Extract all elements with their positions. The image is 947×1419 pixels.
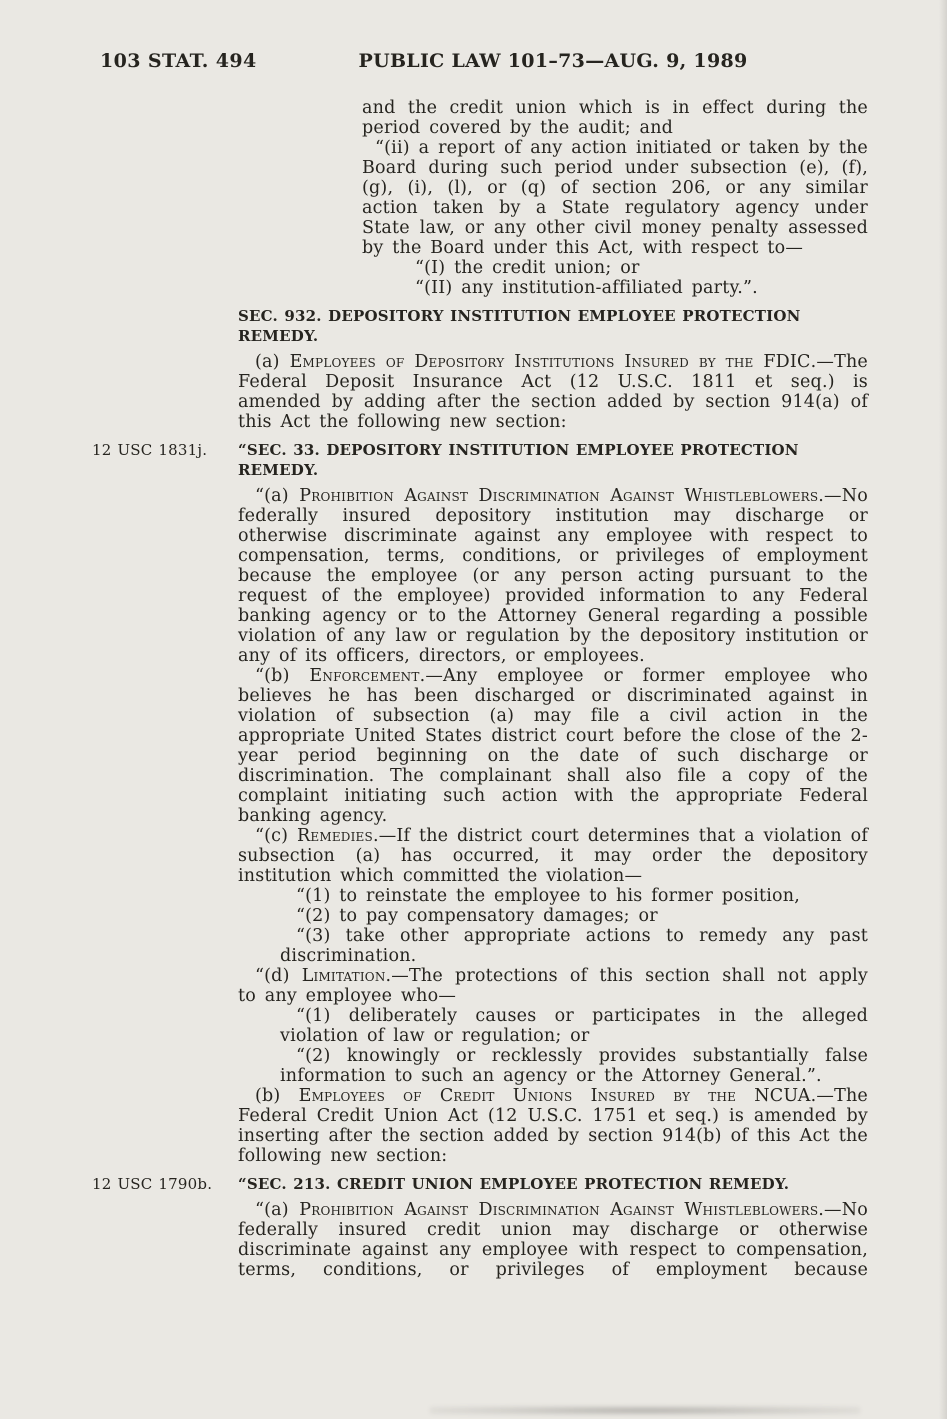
paragraph (238, 258, 868, 278)
text-run: “(d) (255, 966, 302, 986)
paragraph (238, 1046, 868, 1086)
paragraph (238, 966, 868, 1006)
section-heading (92, 1174, 868, 1194)
paragraph (238, 826, 868, 886)
text-run: “(a) (255, 1200, 300, 1220)
text-run: Prohibition Against Discrimination Against Whistleblowers (299, 1200, 819, 1220)
text-run: “(1) deliberately causes or participates in the alleged violation of law or regulation; or (280, 1006, 868, 1046)
margin-note: 12 USC 1790b. (92, 1175, 213, 1193)
text-run: .—The Federal Deposit Insurance Act (12 U.S.C. 1811 et seq.) is amended by adding after the section added by section 914(a) of this Act the following new section: (238, 352, 868, 432)
margin-note: 12 USC 1831j. (92, 441, 208, 459)
paragraph (238, 666, 868, 826)
text-run: .—No federally insured credit union may discharge or otherwise discriminate against any employee with respect to compensation, terms, conditions, or privileges of employment because (238, 1200, 868, 1280)
text-run: “(3) take other appropriate actions to remedy any past discrimination. (280, 926, 868, 966)
paragraph (238, 906, 868, 926)
text-column (92, 98, 869, 1280)
text-run: (a) (255, 352, 290, 372)
paragraph (238, 138, 868, 258)
text-run: “(2) knowingly or recklessly provides substantially false information to such an agency or the Attorney General.”. (280, 1046, 868, 1086)
paragraph (238, 1086, 868, 1166)
text-run: “SEC. 213. CREDIT UNION EMPLOYEE PROTECTION REMEDY. (238, 1175, 790, 1193)
text-run: Employees of Depository Institutions Insured by the FDIC (289, 352, 811, 372)
text-run: and the credit union which is in effect during the period covered by the audit; and (362, 98, 868, 138)
text-run: “(a) (255, 486, 300, 506)
text-run: “(c) (255, 826, 297, 846)
scan-smudge-artifact (430, 1406, 860, 1415)
public-law-running-head: PUBLIC LAW 101–73—AUG. 9, 1989 (358, 50, 748, 72)
paragraph (238, 352, 868, 432)
text-run: .—The protections of this section shall not apply to any employee who— (238, 966, 868, 1006)
text-run: Prohibition Against Discrimination Against Whistleblowers (299, 486, 819, 506)
paragraph (238, 1006, 868, 1046)
text-run: “(2) to pay compensatory damages; or (296, 906, 658, 926)
text-run: Enforcement (309, 666, 420, 686)
statute-page-number: 103 STAT. 494 (100, 50, 257, 72)
paragraph (238, 278, 868, 298)
paragraph (238, 1200, 868, 1280)
paragraph (238, 886, 868, 906)
section-heading (92, 440, 868, 480)
text-run: SEC. 932. DEPOSITORY INSTITUTION EMPLOYEE PROTECTION REMEDY. (238, 307, 801, 345)
text-run: (b) (255, 1086, 299, 1106)
paragraph (238, 926, 868, 966)
paragraph (238, 98, 868, 138)
text-run: “SEC. 33. DEPOSITORY INSTITUTION EMPLOYEE PROTECTION REMEDY. (238, 441, 799, 479)
text-run: “(II) any institution-affiliated party.”. (415, 278, 758, 298)
section-heading (238, 306, 868, 346)
text-run: .—No federally insured depository institution may discharge or otherwise discriminate against any employee with respect to compensation, terms, conditions, or privileges of employment because the employee (or any person acting pursuant to the request of the employee) provided information to any Federal banking agency or to the Attorney General regarding a possible violation of any law or regulation by the depository institution or any of its officers, directors, or employees. (238, 486, 868, 666)
text-run: “(b) (255, 666, 310, 686)
page-header (0, 50, 947, 74)
text-run: .—The Federal Credit Union Act (12 U.S.C. 1751 et seq.) is amended by inserting after the section added by section 914(b) of this Act the following new section: (238, 1086, 868, 1166)
paragraph (238, 486, 868, 666)
text-run: .—Any employee or former employee who believes he has been discharged or discriminated against in violation of subsection (a) may file a civil action in the appropriate United States district court before the close of the 2-year period beginning on the date of such discharge or discrimination. The complainant shall also file a copy of the complaint initiating such action with the appropriate Federal banking agency. (238, 666, 868, 826)
text-run: Limitation (301, 966, 386, 986)
scan-edge-shadow (939, 0, 947, 1419)
text-run: .—If the district court determines that a violation of subsection (a) has occurred, it may order the depository institution which committed the violation— (238, 826, 869, 886)
text-run: Remedies (297, 826, 373, 846)
text-run: “(ii) a report of any action initiated or taken by the Board during such period under subsection (e), (f), (g), (i), (l), or (q) of section 206, or any similar action taken by a State regulatory agency under State law, or any other civil money penalty assessed by the Board under this Act, with respect to— (362, 138, 868, 258)
text-run: Employees of Credit Unions Insured by the NCUA (298, 1086, 811, 1106)
text-run: “(I) the credit union; or (415, 258, 640, 278)
text-run: “(1) to reinstate the employee to his former position, (296, 886, 801, 906)
